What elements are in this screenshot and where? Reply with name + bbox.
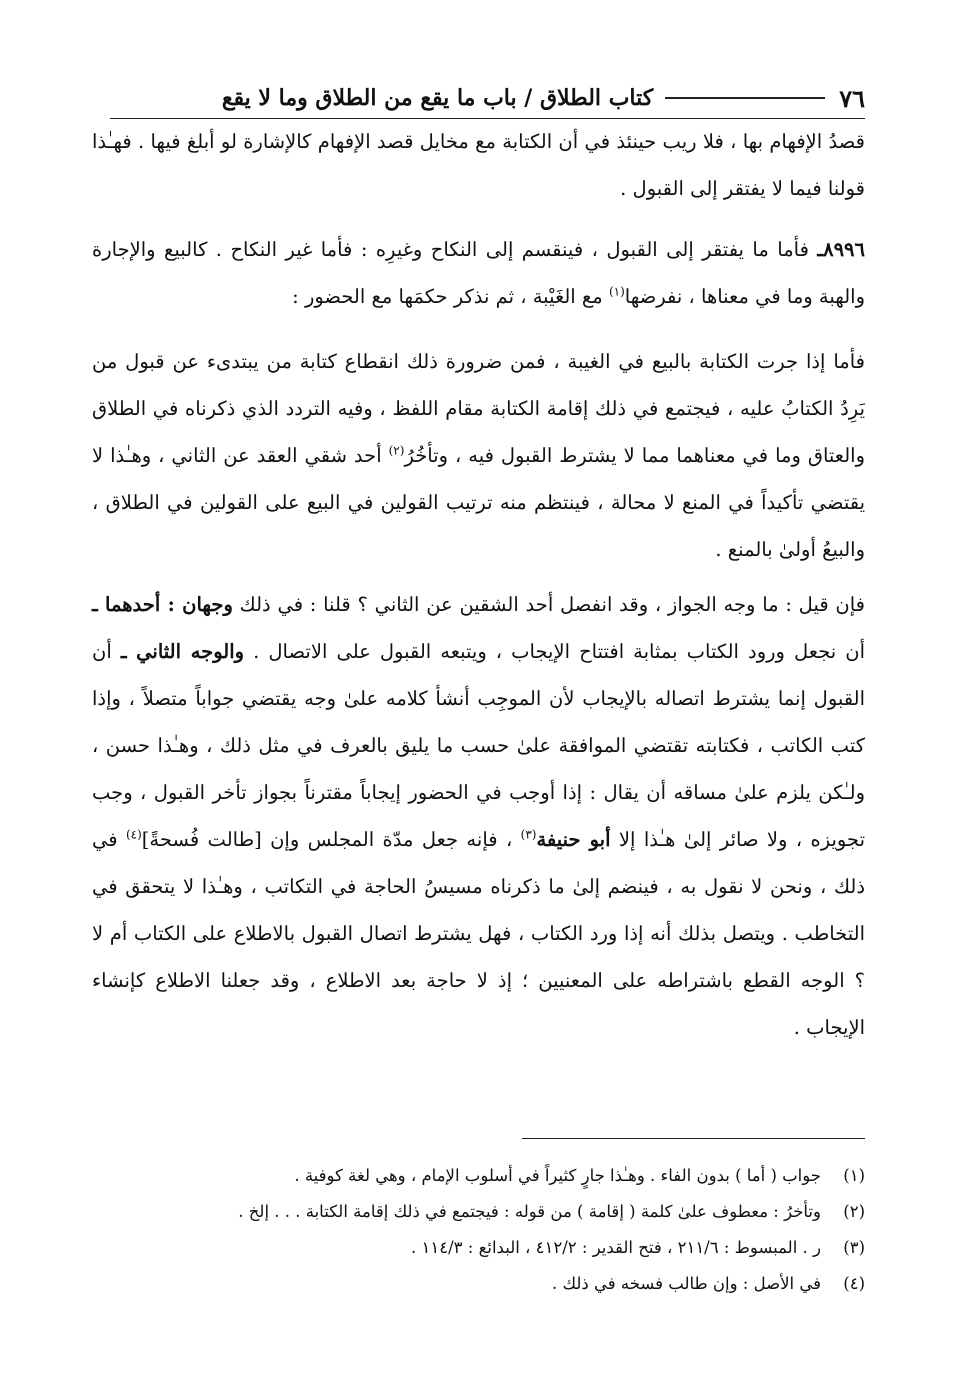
paragraph-2-text-b: مع الغَيْبة ، ثم نذكر حكمَها مع الحضور :	[292, 285, 609, 308]
footnote	[92, 1158, 865, 1194]
footnote-ref-2: (٢)	[388, 443, 405, 458]
header-dash-rule	[665, 97, 825, 99]
footnotes	[92, 1158, 865, 1302]
main-text	[92, 118, 865, 1051]
paragraph-4-text-c: أن القبول إنما يشترط اتصاله بالإيجاب لأن الموجِب أنشأ كلامه علىٰ وجه يقتضي جواباً متصلاً ، وإذا كتب الكاتب ، فكتابته تقتضي الموافقة علىٰ حسب ما يليق بالعرف في مثل ذلك ، وهـٰذا حسن ، ولـٰكن يلزم علىٰ مساقه أن يقال : إذا أوجب في الحضور إيجاباً مقترناً بجواز تأخر القبول ، وجب تجويزه ، ولا صائر إلىٰ هـٰذا إلا	[92, 640, 866, 851]
footnote-number: (٤)	[843, 1274, 865, 1293]
paragraph-3-text-b: أحد شقي العقد عن الثاني ، وهـٰذا لا يقتضي تأكيداً في المنع لا محالة ، فينتظم منه ترتيب القولين في البيع على القولين في الطلاق ، والبيعُ أولىٰ بالمنع .	[92, 444, 865, 561]
second-view-label: والوجه الثاني ـ	[120, 640, 245, 663]
issue-number: ٨٩٩٦ـ	[817, 238, 865, 261]
footnote-number: (٣)	[843, 1238, 865, 1257]
abu-hanifa-name: أبو حنيفة	[536, 828, 611, 851]
page-number: ٧٦	[839, 83, 865, 113]
paragraph-1	[92, 118, 865, 212]
paragraph-2	[92, 226, 865, 320]
paragraph-4	[92, 581, 865, 1051]
footnote	[92, 1194, 865, 1230]
footnote-text: ر . المبسوط : ٢١١/٦ ، فتح القدير : ٤١٢/٢ ، البدائع : ١١٤/٣ .	[411, 1238, 821, 1257]
footnote	[92, 1266, 865, 1302]
footnote-text: في الأصل : وإن طالب فسخه في ذلك .	[552, 1274, 821, 1293]
paragraph-2-text-a: فأما ما يفتقر إلى القبول ، فينقسم إلى النكاح وغيرِه : فأما غير النكاح . كالبيع والإجارة والهبة وما في معناها ، نفرضها	[92, 238, 865, 308]
paragraph-4-text-b: أن نجعل ورود الكتاب بمثابة افتتاح الإيجاب ، ويتبعه القبول على الاتصال .	[244, 640, 866, 663]
footnote-number: (٢)	[843, 1202, 865, 1221]
paragraph-4-text-e: في ذلك ، ونحن لا نقول به ، فينضم إلىٰ ما ذكرناه مسيسُ الحاجة في التكاتب ، وهـٰذا لا يتحقق في التخاطب . ويتصل بذلك أنه إذا ورد الكتاب ، فهل يشترط اتصال القبول بالاطلاع على الكتاب أم لا ؟ الوجه القطع باشتراطه على المعنيين ؛ إذ لا حاجة بعد الاطلاع ، وقد جعلنا الاطلاع كإنشاء الإيجاب .	[92, 828, 865, 1039]
two-views-label: وجهان : أحدهما ـ	[92, 593, 233, 616]
paragraph-3	[92, 338, 865, 573]
footnote-number: (١)	[843, 1166, 865, 1185]
running-header	[110, 78, 865, 119]
paragraph-4-text-a: فإن قيل : ما وجه الجواز ، وقد انفصل أحد الشقين عن الثاني ؟ قلنا : في ذلك	[232, 593, 865, 616]
footnote-separator	[522, 1138, 865, 1139]
footnote-ref-3: (٣)	[520, 827, 537, 842]
paragraph-4-text-d: ، فإنه جعل مدّة المجلس وإن [طالت فُسحةً]	[141, 828, 521, 851]
running-title: كتاب الطلاق / باب ما يقع من الطلاق وما لا يقع	[221, 85, 654, 111]
footnote-text: جواب ( أما ) بدون الفاء . وهـٰذا جارٍ كثيراً في أسلوب الإمام ، وهي لغة كوفية .	[294, 1166, 821, 1185]
footnote-ref-1: (١)	[608, 284, 625, 299]
paragraph-1-text: قصدُ الإفهام بها ، فلا ريب حينئذ في أن الكتابة مع مخايل قصد الإفهام كالإشارة لو أبلغ فيها . فهـٰذا قولنا فيما لا يفتقر إلى القبول .	[92, 130, 865, 200]
footnote-text: وتأخرُ : معطوف علىٰ كلمة ( إقامة ) من قوله : فيجتمع في ذلك إقامة الكتابة . . . إلخ .	[238, 1202, 821, 1221]
footnote	[92, 1230, 865, 1266]
paragraph-3-text-a: فأما إذا جرت الكتابة بالبيع في الغيبة ، فمن ضرورة ذلك انقطاع كتابة من يبتدىء عن قبول من يَرِدُ الكتابُ عليه ، فيجتمع في ذلك إقامة الكتابة مقام اللفظ ، وفيه التردد الذي ذكرناه في الطلاق والعتاق وما في معناهما مما لا يشترط القبول فيه ، وتأخُرُ	[92, 350, 865, 467]
footnote-ref-4: (٤)	[125, 827, 142, 842]
